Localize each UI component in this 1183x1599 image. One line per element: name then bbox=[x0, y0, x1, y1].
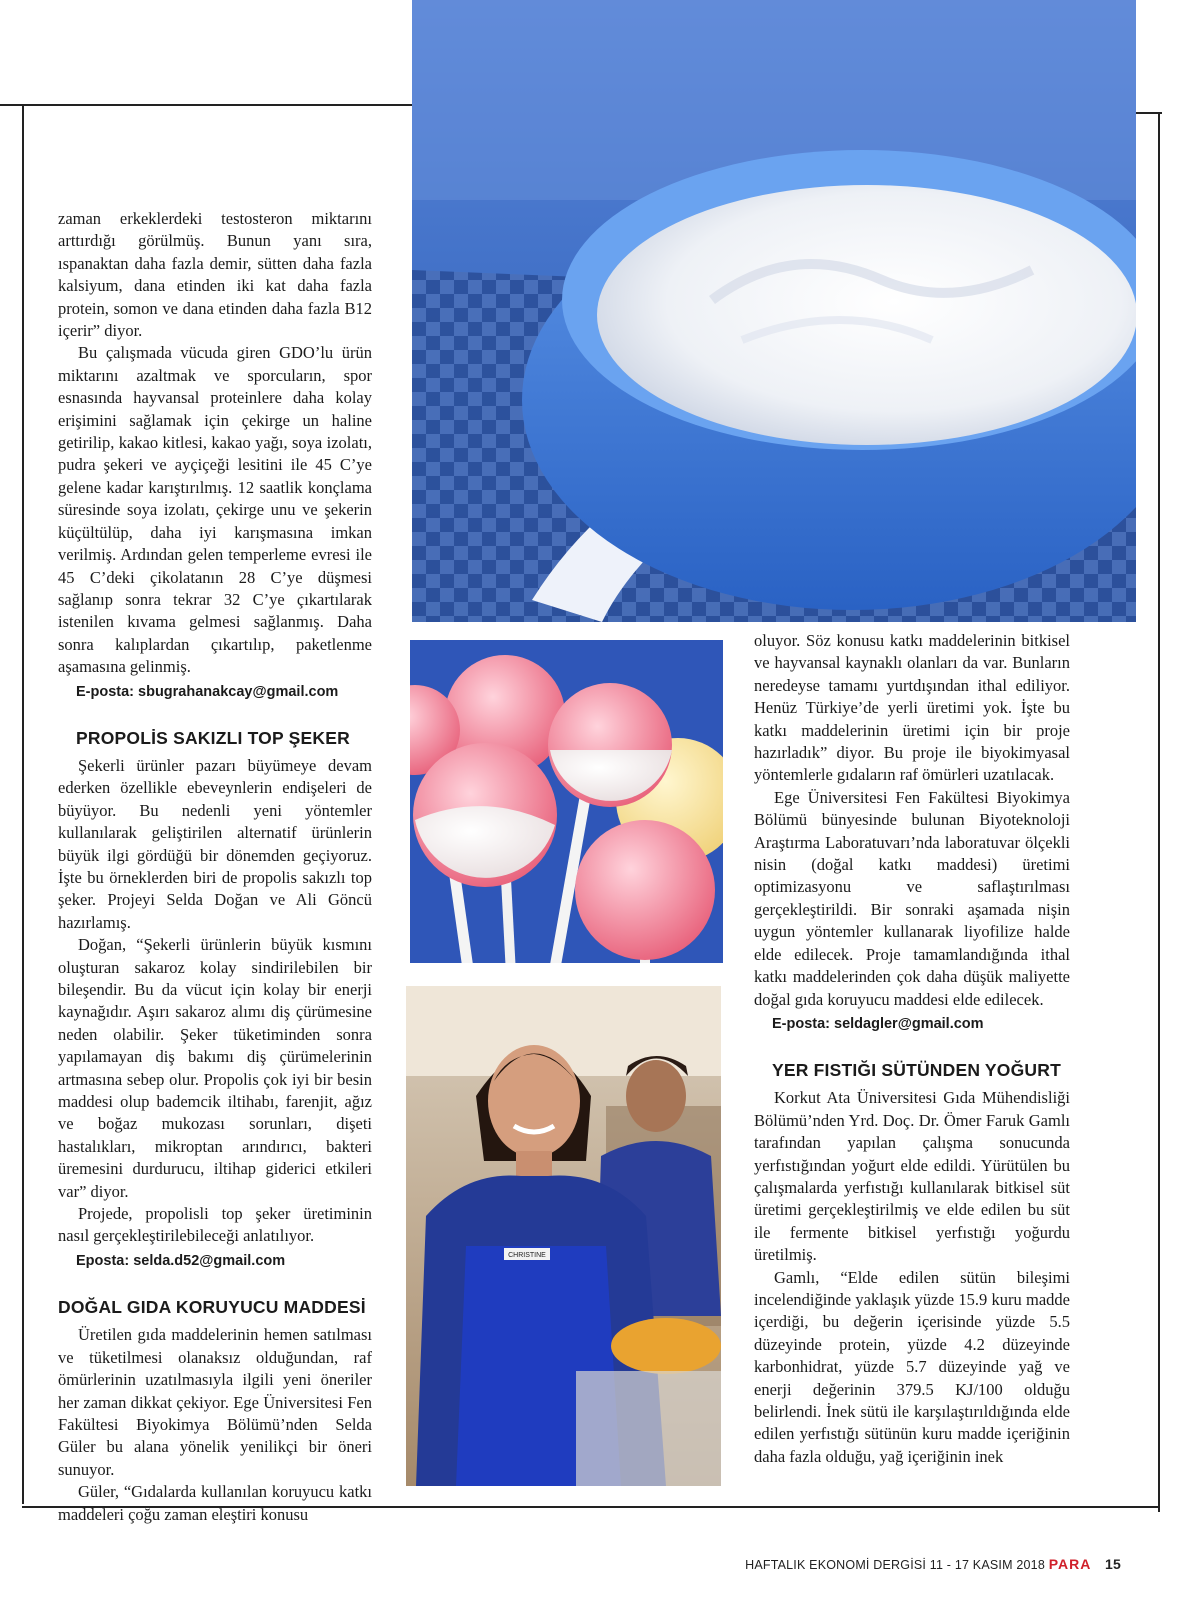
top-rule-left bbox=[0, 104, 412, 106]
yogurt-bowl-photo bbox=[412, 0, 1136, 622]
brand-logo: PARA bbox=[1048, 1556, 1092, 1572]
body-paragraph: zaman erkeklerdeki testosteron miktarını arttırdığı görülmüş. Bunun yanı sıra, ıspanaktan daha fazla demir, sütten daha fazla kalsiyum, dana etinden iki kat daha fazla protein, somon ve dana etinden daha fazla B12 içerir” diyor. bbox=[58, 209, 372, 341]
cashier-photo bbox=[406, 986, 721, 1486]
author-email: E-posta: seldagler@gmail.com bbox=[772, 1015, 984, 1032]
body-paragraph: Güler, “Gıdalarda kullanılan koruyucu katkı maddeleri çoğu zaman eleştiri konusu bbox=[58, 1482, 372, 1524]
magazine-name: HAFTALIK EKONOMİ DERGİSİ 11 - 17 KASIM 2018 bbox=[745, 1558, 1045, 1572]
body-paragraph: Şekerli ürünler pazarı büyümeye devam ederken özellikle ebeveynlerin endişeleri de büyüyor. Bu nedenli yeni yöntemler kullanılarak geliştirilen alternatif ürünlerin büyük ilgi gördüğü bir dönemden geçiyoruz. İşte bu örneklerden biri de propolis sakızlı top şeker. Projeyi Selda Doğan ve Ali Göncü hazırlamış. bbox=[58, 755, 372, 932]
body-paragraph: Ege Üniversitesi Fen Fakültesi Biyokimya Bölümü bünyesinde bulunan Biyoteknoloji Araştırma Laboratuvarı’nda laboratuvar ölçekli nisin (doğal katkı maddesi) üretimi optimizasyonu ve saflaştırılması gerçekleştirildi. Bir sonraki aşamada nişin uygun yöntemler kullanarak liyofilize halde elde edilecek. Proje tamamlandığında ithal katkı maddelerinden çok daha düşük maliyette doğal gıda koruyucu maddesi elde edilecek. bbox=[754, 787, 1070, 1009]
left-margin-rule bbox=[22, 104, 24, 1504]
body-paragraph: Bu çalışmada vücuda giren GDO’lu ürün miktarını azaltmak ve sporcuların, spor esnasında hayvansal proteinlere daha kolay erişimini sağlamak için çekirge un haline getirilip, kakao kitlesi, kakao yağı, soya izolatı, pudra şekeri ve ayçiçeği lesitini ile 45 C’ye gelene kadar karıştırılmış. 12 saatlik konçlama süresinde soya izolatı, çekirge unu ve şekerin küçültülüp, daha iyi karışmasına imkan verilmiş. Ardından gelen temperleme evresi ile 45 C’deki çikolatanın 28 C’ye düşmesi sağlanıp sonra tekrar 32 C’ye çıkartılarak istenilen kıvama gelmesi sağlanmış. Daha sonra kalıplardan çıkartılıp, paketlenme aşamasına gelinmiş. bbox=[58, 343, 372, 677]
section-heading: YER FISTIĞI SÜTÜNDEN YOĞURT bbox=[772, 1060, 1061, 1081]
body-paragraph: Projede, propolisli top şeker üretiminin nasıl gerçekleştirilebileceği anlatılıyor. bbox=[58, 1204, 372, 1246]
left-column bbox=[58, 208, 372, 1526]
body-paragraph: Doğan, “Şekerli ürünlerin büyük kısmını oluşturan sakaroz kolay sindirilebilen bir bileşendir. Bu da vücut için kolay bir enerji kaynağıdır. Aşırı sakaroz alımı diş çürümesine neden olabilir. Şeker tüketiminden sonra yapılamayan diş bakımı diş çürümelerinin artmasına sebep olur. Propolis çok iyi bir besin maddesi olup bademcik iltihabı, farenjit, ağız ve boğaz mukozası sorunları, dişeti hastalıkları, mikroptan arındırıcı, bakteri üremesini durdurucu, iltihap giderici etkileri var” diyor. bbox=[58, 935, 372, 1201]
page-number: 15 bbox=[1105, 1556, 1121, 1572]
author-email: E-posta: sbugrahanakcay@gmail.com bbox=[76, 683, 339, 700]
section-heading: PROPOLİS SAKIZLI TOP ŞEKER bbox=[76, 727, 350, 748]
body-paragraph: oluyor. Söz konusu katkı maddelerinin bitkisel ve hayvansal kaynaklı olanları da var. Bunların neredeyse tamamı yurtdışından ithal ediliyor. Henüz Türkiye’de yerli üretimi yok. İşte bu katkı maddelerinin üretimi için bir proje hazırladık” diyor. Bu proje ile biyokimyasal yöntemlerle gıdaların raf ömürleri uzatılacak. bbox=[754, 631, 1070, 785]
page-footer bbox=[745, 1556, 1121, 1572]
cashier-illustration bbox=[406, 986, 721, 1486]
right-margin-rule bbox=[1158, 112, 1160, 1512]
lollipops-photo bbox=[410, 640, 723, 963]
yogurt-bowl-illustration bbox=[412, 0, 1136, 622]
lollipops-illustration bbox=[410, 640, 723, 963]
body-paragraph: Üretilen gıda maddelerinin hemen satılması ve tüketilmesi olanaksız olduğundan, raf ömürlerinin uzatılmasıyla ilgili yeni öneriler her zaman dikkat çekiyor. Ege Üniversitesi Fen Fakültesi Biyokimya Bölümü’nden Selda Güler bu alana yönelik yenilikçi bir öneri sunuyor. bbox=[58, 1325, 372, 1479]
right-column bbox=[754, 630, 1070, 1468]
section-heading: DOĞAL GIDA KORUYUCU MADDESİ bbox=[58, 1297, 366, 1318]
name-badge: CHRISTINE bbox=[508, 1252, 546, 1259]
body-paragraph: Korkut Ata Üniversitesi Gıda Mühendisliği Bölümü’nden Yrd. Doç. Dr. Ömer Faruk Gamlı tarafından yapılan çalışma sonucunda yerfıstığından yoğurt elde edildi. Yürütülen bu çalışmalarda yerfıstığı kullanılarak bitkisel süt üretimi gerçekleştirilmiş ve elde edilen bu süt ile fermente bitkisel yerfıstığı yoğurdu üretilmiş. bbox=[754, 1088, 1070, 1265]
body-paragraph: Gamlı, “Elde edilen sütün bileşimi incelendiğinde yaklaşık yüzde 15.9 kuru madde içerdiği, bu değerin içerisinde yüzde 5.5 düzeyinde protein, yüzde 4.2 düzeyinde karbonhidrat, yüzde 5.7 düzeyinde yağ ve enerji değerinin 379.5 KJ/100 olduğu belirlendi. İnek sütü ile karşılaştırıldığında elde edilen yerfıstığı sütünün kuru madde içeriğinin daha fazla olduğu, yağ içeriğinin inek bbox=[754, 1267, 1070, 1466]
author-email: Eposta: selda.d52@gmail.com bbox=[76, 1252, 286, 1269]
